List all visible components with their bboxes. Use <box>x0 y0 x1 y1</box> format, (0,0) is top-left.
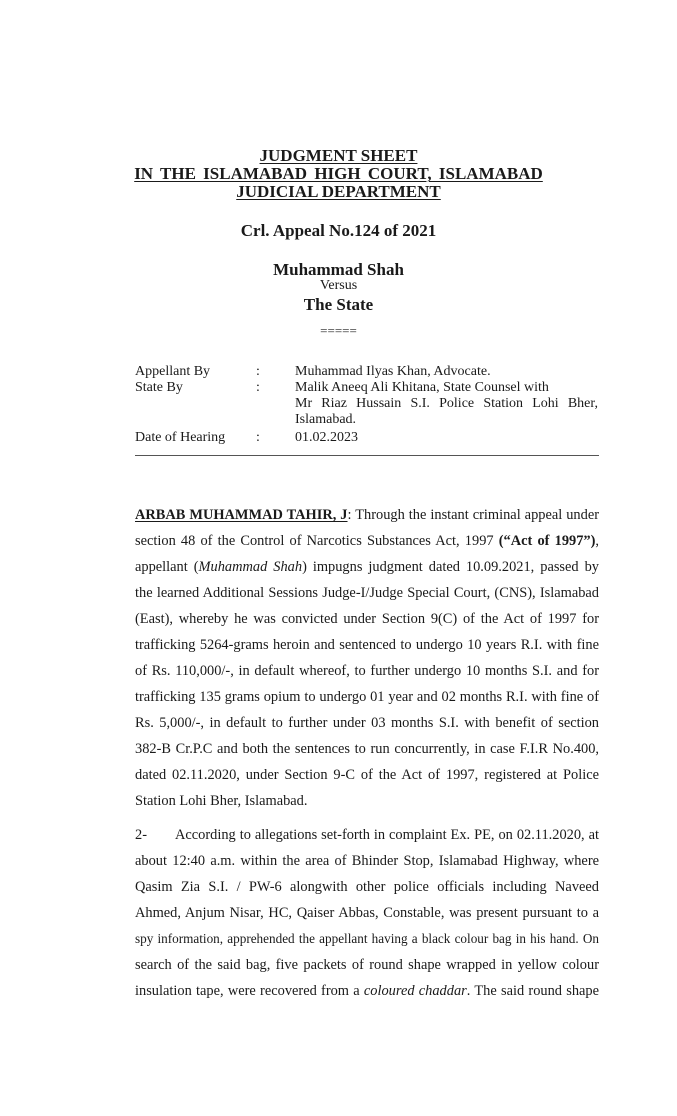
paragraph-number: 2- <box>135 827 147 843</box>
para1-line: dated 02.11.2020, under Section 9-C of the Act of 1997, registered at Police <box>135 767 599 783</box>
state-by-value-line3: Islamabad. <box>295 412 357 427</box>
state-by-value <box>295 380 598 428</box>
para2-line: spy information, apprehended the appellant having a black colour bag in his hand. On <box>135 931 599 946</box>
para2-line: 2- According to allegations set-forth in complaint Ex. PE, on 02.11.2020, at <box>135 822 599 848</box>
para1-line: Station Lohi Bher, Islamabad. <box>135 793 308 809</box>
para2-line: Qasim Zia S.I. / PW-6 alongwith other police officials including Naveed <box>135 879 599 895</box>
hearing-date-label: Date of Hearing <box>135 430 226 445</box>
para1-line: section 48 of the Control of Narcotics Substances Act, 1997 (“Act of 1997”), <box>135 533 599 549</box>
judge-name: ARBAB MUHAMMAD TAHIR, J <box>135 507 348 523</box>
para2-line: search of the said bag, five packets of round shape wrapped in yellow colour <box>135 957 599 973</box>
para2-line: about 12:40 a.m. within the area of Bhinder Stop, Islamabad Highway, where <box>135 853 599 869</box>
para1-line: trafficking 135 grams opium to undergo 01 year and 02 months R.I. with fine of <box>135 689 599 705</box>
para1-line: 382-B Cr.P.C and both the sentences to run concurrently, in case F.I.R No.400, <box>135 741 599 757</box>
paragraph-2 <box>135 822 599 1004</box>
para2-line: Ahmed, Anjum Nisar, HC, Qaiser Abbas, Constable, was present pursuant to a <box>135 905 599 921</box>
hearing-date-value: 01.02.2023 <box>295 430 358 445</box>
heading-department: JUDICIAL DEPARTMENT <box>236 182 441 201</box>
divider-line <box>135 455 599 456</box>
para1-line: of Rs. 110,000/-, in default whereof, to further undergo 10 months S.I. and for <box>135 663 599 679</box>
act-short-name: (“Act of 1997”) <box>498 533 596 549</box>
heading-court-name: IN THE ISLAMABAD HIGH COURT, ISLAMABAD <box>134 164 543 183</box>
para1-line: Rs. 5,000/-, in default to further under 03 months S.I. with benefit of section <box>135 715 599 731</box>
heading-judgment-sheet: JUDGMENT SHEET <box>259 146 418 165</box>
para1-line: ARBAB MUHAMMAD TAHIR, J: Through the instant criminal appeal under <box>135 507 599 523</box>
para1-line: appellant (Muhammad Shah) impugns judgment dated 10.09.2021, passed by <box>135 559 599 575</box>
state-by-value-line1: Malik Aneeq Ali Khitana, State Counsel with <box>295 380 549 395</box>
respondent-name: The State <box>303 295 374 314</box>
appellant-by-colon: : <box>256 364 260 379</box>
para2-line: insulation tape, were recovered from a coloured chaddar. The said round shape <box>135 983 599 999</box>
state-by-colon: : <box>256 380 260 395</box>
versus-label: Versus <box>319 278 358 293</box>
appeal-number: Crl. Appeal No.124 of 2021 <box>240 221 437 240</box>
hearing-date-colon: : <box>256 430 260 445</box>
appellant-by-value: Muhammad Ilyas Khan, Advocate. <box>295 364 491 379</box>
para1-line: (East), whereby he was convicted under Section 9(C) of the Act of 1997 for <box>135 611 599 627</box>
state-by-label: State By <box>135 380 183 395</box>
para1-line: trafficking 5264-grams heroin and sentenced to undergo 10 years R.I. with fine <box>135 637 599 653</box>
paragraph-1 <box>135 502 599 814</box>
appellant-by-label: Appellant By <box>135 364 211 379</box>
state-by-value-line2: Mr Riaz Hussain S.I. Police Station Lohi Bher, <box>295 396 598 411</box>
appellant-name: Muhammad Shah <box>273 260 404 279</box>
para1-line: the learned Additional Sessions Judge-I/Judge Special Court, (CNS), Islamabad <box>135 585 599 601</box>
separator: ===== <box>320 323 357 338</box>
